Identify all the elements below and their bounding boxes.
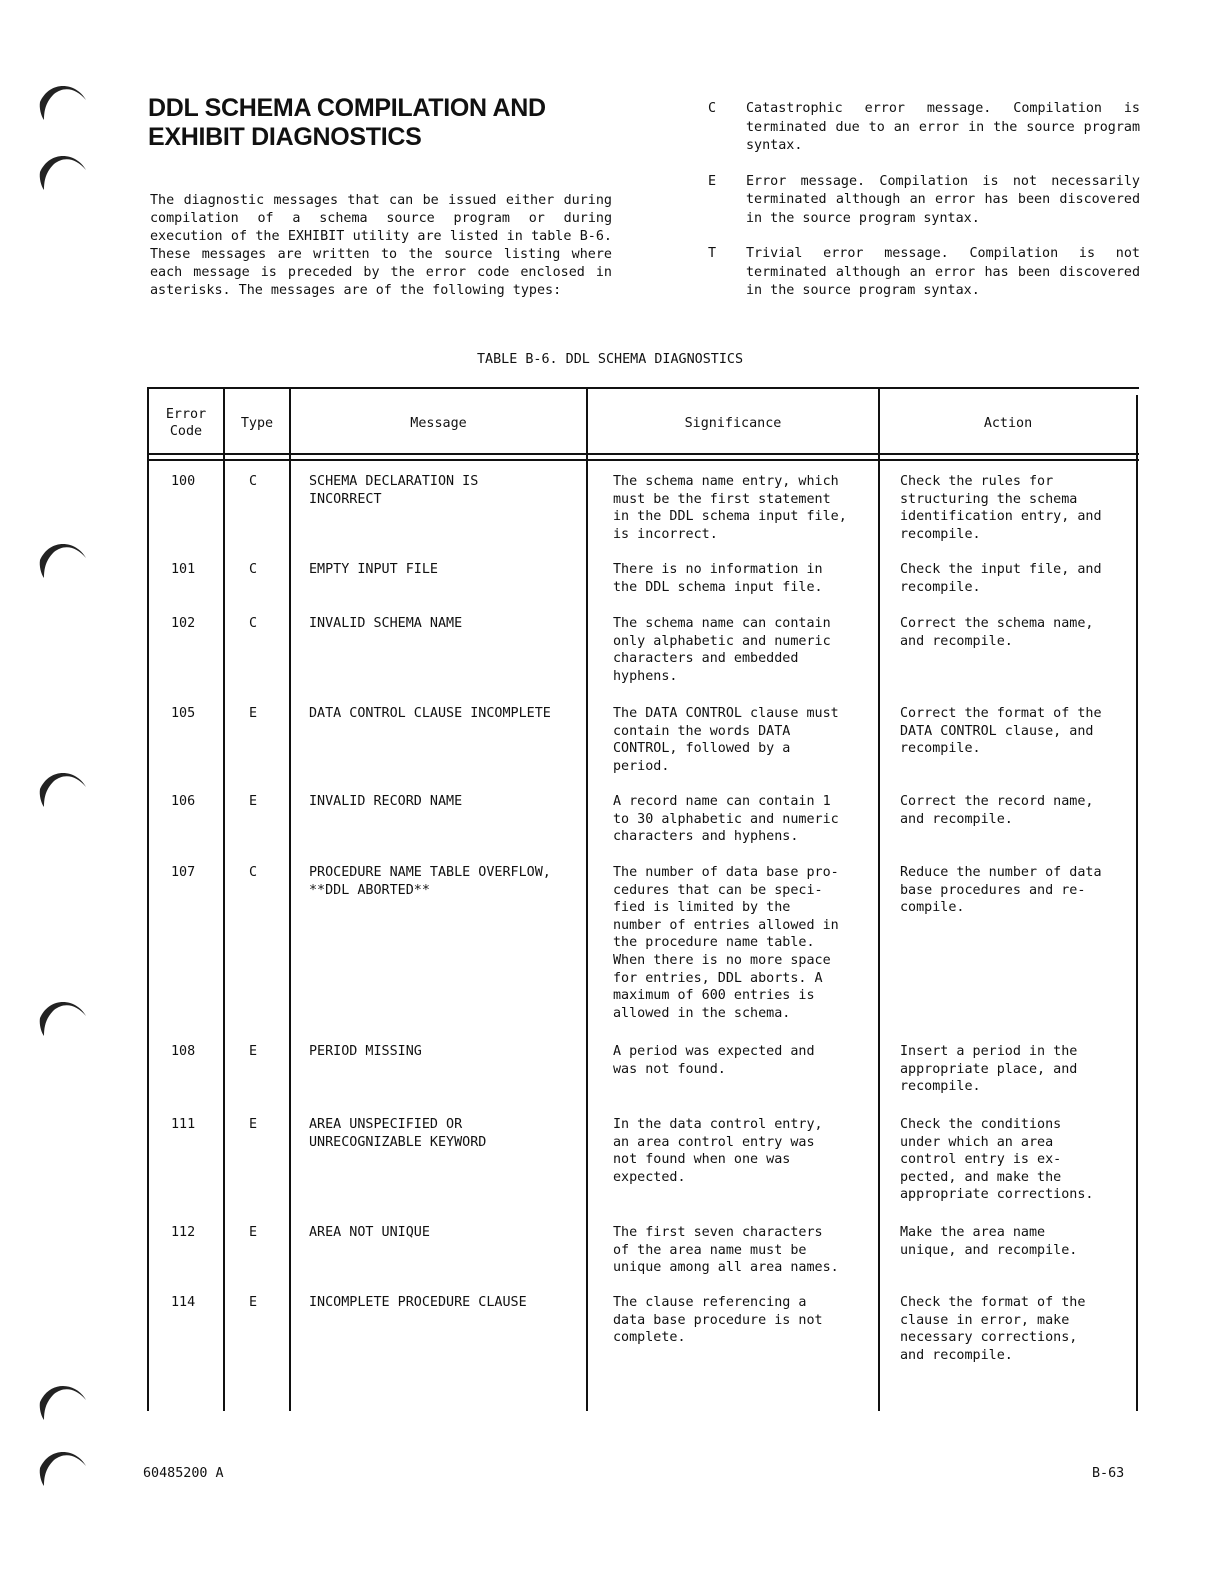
cell-significance: The number of data base pro- cedures that can be speci- fied is limited by the number of entries allowed in the procedure name table. When there is no more space for entries, DDL aborts. A maximum of 600 entries is allowed in the schema. <box>613 865 839 1021</box>
cell-action: Make the area name unique, and recompile. <box>900 1225 1078 1258</box>
cell-type: C <box>249 562 258 577</box>
cell-significance: There is no information in the DDL schema input file. <box>613 562 823 595</box>
header-message: Message <box>410 415 467 431</box>
header-rule-lower <box>147 459 1139 461</box>
cell-significance: A period was expected and was not found. <box>613 1044 815 1077</box>
cell-message: PERIOD MISSING <box>309 1044 422 1059</box>
cell-message: EMPTY INPUT FILE <box>309 562 438 577</box>
cell-type: E <box>249 1225 258 1240</box>
message-type-description: Trivial error message. Compilation is not terminated although an error has been discovered in the source program syntax. <box>746 246 1140 298</box>
intro-paragraph: The diagnostic messages that can be issued either during compilation of a schema source program or during execution of the EXHIBIT utility are listed in table B-6. These messages are written to the source listing where each message is preceded by the error code enclosed in asterisks. The messages are of the following types: <box>150 193 612 298</box>
cell-error-code: 108 <box>171 1044 196 1059</box>
punch-hole-icon <box>36 765 88 809</box>
cell-message: AREA UNSPECIFIED OR UNRECOGNIZABLE KEYWORD <box>309 1117 487 1150</box>
message-type-item <box>708 245 1140 301</box>
column-rule <box>147 387 149 1411</box>
cell-error-code: 112 <box>171 1225 196 1240</box>
header-type: Type <box>240 415 274 431</box>
column-rule <box>289 387 291 1411</box>
cell-message: INVALID SCHEMA NAME <box>309 616 463 631</box>
cell-message: INVALID RECORD NAME <box>309 794 463 809</box>
header-significance: Significance <box>684 415 782 431</box>
punch-hole-icon <box>36 536 88 580</box>
cell-significance: The DATA CONTROL clause must contain the words DATA CONTROL, followed by a period. <box>613 706 839 774</box>
cell-significance: A record name can contain 1 to 30 alphabetic and numeric characters and hyphens. <box>613 794 839 845</box>
table-top-rule <box>147 387 1139 389</box>
punch-hole-icon <box>36 78 88 122</box>
cell-error-code: 101 <box>171 562 196 577</box>
cell-type: E <box>249 706 258 721</box>
cell-error-code: 106 <box>171 794 196 809</box>
cell-message: AREA NOT UNIQUE <box>309 1225 430 1240</box>
cell-action: Check the conditions under which an area control entry is ex- pected, and make the appropriate corrections. <box>900 1117 1094 1203</box>
message-type-item <box>708 100 1140 156</box>
punch-hole-icon <box>36 994 88 1038</box>
cell-error-code: 111 <box>171 1117 196 1132</box>
cell-significance: The schema name can contain only alphabetic and numeric characters and embedded hyphens. <box>613 616 831 684</box>
punch-hole-icon <box>36 148 88 192</box>
cell-action: Correct the schema name, and recompile. <box>900 616 1094 649</box>
header-error-code: Error Code <box>165 407 207 439</box>
cell-action: Reduce the number of data base procedures and re- compile. <box>900 865 1102 916</box>
page-title: DDL SCHEMA COMPILATION AND EXHIBIT DIAGNOSTICS <box>148 94 546 151</box>
table-caption: TABLE B-6. DDL SCHEMA DIAGNOSTICS <box>476 352 744 367</box>
cell-significance: The clause referencing a data base procedure is not complete. <box>613 1295 823 1346</box>
cell-error-code: 114 <box>171 1295 196 1310</box>
message-type-description: Error message. Compilation is not necessarily terminated although an error has been discovered in the source program syntax. <box>746 173 1140 226</box>
cell-type: E <box>249 1295 258 1310</box>
cell-action: Check the rules for structuring the schema identification entry, and recompile. <box>900 474 1102 542</box>
cell-significance: The first seven characters of the area name must be unique among all area names. <box>613 1225 839 1276</box>
cell-type: E <box>249 1044 258 1059</box>
cell-action: Insert a period in the appropriate place, and recompile. <box>900 1044 1078 1095</box>
cell-message: PROCEDURE NAME TABLE OVERFLOW, **DDL ABORTED** <box>309 865 551 898</box>
header-action: Action <box>983 415 1033 431</box>
cell-significance: The schema name entry, which must be the first statement in the DDL schema input file, is incorrect. <box>613 474 847 542</box>
diagnostics-table <box>147 387 1139 1411</box>
cell-message: INCOMPLETE PROCEDURE CLAUSE <box>309 1295 527 1310</box>
cell-action: Check the input file, and recompile. <box>900 562 1102 595</box>
cell-type: C <box>249 474 258 489</box>
cell-type: E <box>249 1117 258 1132</box>
cell-significance: In the data control entry, an area control entry was not found when one was expected. <box>613 1117 823 1185</box>
message-type-list <box>708 100 1140 318</box>
cell-action: Correct the format of the DATA CONTROL clause, and recompile. <box>900 706 1102 757</box>
punch-hole-icon <box>36 1378 88 1422</box>
message-type-code: E <box>708 173 717 189</box>
cell-type: E <box>249 794 258 809</box>
cell-error-code: 105 <box>171 706 196 721</box>
message-type-item <box>708 173 1140 229</box>
cell-type: C <box>249 865 258 880</box>
cell-message: SCHEMA DECLARATION IS INCORRECT <box>309 474 479 507</box>
cell-error-code: 100 <box>171 474 196 489</box>
cell-type: C <box>249 616 258 631</box>
cell-message: DATA CONTROL CLAUSE INCOMPLETE <box>309 706 551 721</box>
message-type-description: Catastrophic error message. Compilation is terminated due to an error in the source program syntax. <box>746 101 1140 153</box>
punch-hole-icon <box>36 1444 88 1488</box>
page-number: B-63 <box>1092 1466 1125 1481</box>
message-type-code: C <box>708 101 717 116</box>
message-type-code: T <box>708 246 717 261</box>
cell-action: Correct the record name, and recompile. <box>900 794 1094 827</box>
document-number: 60485200 A <box>143 1466 224 1481</box>
header-rule-upper <box>147 453 1139 455</box>
column-rule <box>1136 395 1138 1411</box>
cell-action: Check the format of the clause in error, make necessary corrections, and recompile. <box>900 1295 1086 1363</box>
column-rule <box>223 387 225 1411</box>
cell-error-code: 102 <box>171 616 196 631</box>
cell-error-code: 107 <box>171 865 196 880</box>
